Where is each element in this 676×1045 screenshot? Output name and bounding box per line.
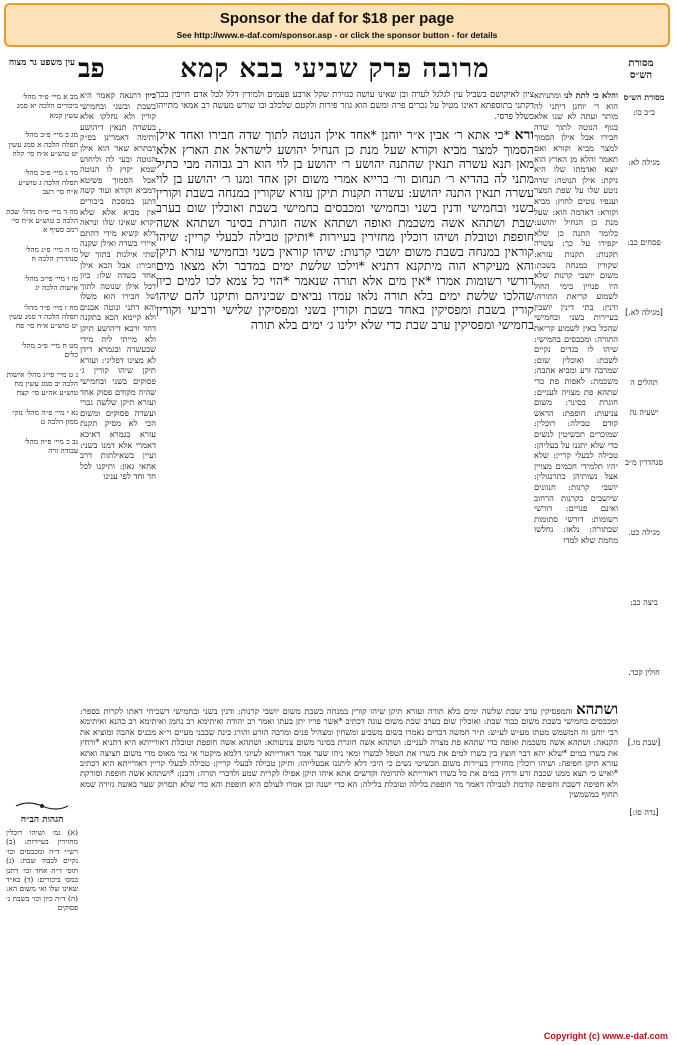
margin-note: מב א מיי׳ פ״ד מהל׳ ביכורים הלכה יא סמג עשין קמא: [16, 92, 78, 120]
margin-note: מד ג מיי׳ פ״ב מהל׳ תפלה הלכה ג טוש״ע א״ח סי׳ רעב: [18, 168, 78, 197]
margin-note: [נדה סו:]: [629, 808, 659, 817]
margin-note: חולין קכד.: [628, 668, 660, 677]
margin-note: [מגילה לא.]: [625, 308, 663, 317]
hagahot-text: (א) גמ׳ ושיהו רוכלין מחזירין בעיירות: (ב) רש״י ד״ה ומכבסים וכו׳ נקיים לכבוד שבת: (ג) תוס׳ ד״ה אחד וכו׳ דתנן במס׳ ביכורים: (ד) בא״ד שאינו שלו ואי משום הא: (ה) ד״ה כיון וכו׳ בשבת ג׳ פסוקים: [6, 828, 78, 913]
gemara-main-text: [156, 128, 534, 703]
margin-note: נא י מיי׳ פ״ה מהל׳ נזקי ממון הלכה ט: [12, 407, 78, 427]
sponsor-title[interactable]: Sponsor the daf for $18 per page: [219, 10, 455, 27]
margin-note: מסורת הש״ס: [623, 92, 665, 102]
gemara-first-word: ורא: [514, 128, 534, 143]
margin-note: מגילה לא:: [628, 158, 660, 167]
margin-note: [שבת מו.]: [627, 738, 661, 747]
page-header: [6, 52, 670, 90]
daf-number: פב: [78, 54, 105, 84]
bottom-text: והמפסיקין ערב שבת שלשה ימים בלא תורה ועזרא תיקן שיהו קורין במנחה בשבת משום יושבי קרנות: ודנין בשני ובחמישי דשכיחי דאתו לקרות בספר: ומכבסים בחמישי בשבת משום כבוד שבת: ואוכלין שום בערב שבת משום עונה דכתיב *אשר פריו יתן בעתו ואמר רב יהודה ואיתימא רב נחמן ואיתימא רב כהנא ואיתימא רבי יוחנן זה המשמש מטתו מע״ש לע״ש: ת״ר חמשה דברים נאמרו בשום משביע ומשחין ומצהיל פנים ומרבה הזרע והורג כינה שבבני מעיים וי״א מכניס אהבה ומוציא את הקנאה: ושתהא אשה משכמת ואופה כדי שתהא פת מצויה לעניים: ושתהא אשה חוגרת בסינר משום צניעותא: ושתהא אשה חופפת וטובלת דאורייתא היא דתניא *ורחץ את בשרו במים *שלא יהא דבר חוצץ בין בשרו למים את בשרו את הטפל לבשרו ומאי ניהו שער אמר דאורייתא לעיוני דלמא מיקטר אי נמי מאוס מדי משום חציצה ואתא עזרא תיקן חפיפה: ושיהו רוכלין מחזירין בעיירות משום תכשיטי נשים כי היכי דלא ליתגנו אבעלייהו: ותיקן טבילה לבעלי קריין: טבילה לבעלי קריין דאורייתא היא דכתיב *ואיש כי תצא ממנו שכבת זרע ורחץ במים את כל בשרו דאורייתא לתרומה וקדשים אתא איהו תיקן אפילו לקרית שמע ולדברי תורה: ורבנן: *ושתהא אשה חופפת וסורקת ולא חפיפה דשבת וחפיפה קודמת לטבילה דאמר מר חופפת בלילה וטובלת בלילה: הא כדי ישנה וכן אמרו לעולם היא חופפת והא כדי שלא תסרוק שער באשה גזירה שמא תחוף במשמשין: [80, 706, 618, 800]
rashi-commentary: [534, 90, 618, 703]
margin-note: סנהדרין מ״ב: [625, 458, 663, 467]
margin-note: מו ה מיי׳ פ״ג מהל׳ סנהדרין הלכה ח: [25, 244, 78, 264]
ein-mishpat-heading: עין משפט נר מצוה: [8, 58, 76, 68]
margin-note: מז ו מיי׳ פי״ב מהל׳ אישות הלכה יג: [24, 273, 78, 293]
tosafot-lead-word: כיון: [145, 90, 156, 100]
ornament-divider: [14, 800, 70, 812]
gemara-text: *כי אתא ר׳ אבין א״ר יוחנן *אחד אילן הנוטה לתוך שדה חבירו ואחד אילן הסמוך למצר מביא וקורא שעל מנת כן הנחיל יהושע לישראל את הארץ אלא מאן תנא עשרה תנאין שהתנה יהושע ר׳ יהושע בן לוי הוא רב גבוהה מבי כתיל מתני לה בהדיא ר׳ תנחום ור׳ ברייא אמרי משום זקן אחד ומנו ר׳ יהושע בן לוי עשרה תנאין התנה יהושע: עשרה תקנות תיקן עזרא שקורין במנחה בשבת וקורין בשני ובחמישי ודנין בשני ובחמישי ומכבסים בחמישי בשבת ואוכלין שום בערב שבת ושתהא אשה משכמת ואופה ושתהא אשה חוגרת בסינר ושתהא אשה חופפת וטובלת ושיהו רוכלין מחזירין בעיירות *ותיקן טבילה לבעלי קריין: שיהו קוראין במנחה בשבת משום יושבי קרנות: שיהו קוראין בשני ובחמישי עזרא תיקן והא מעיקרא הוה מיתקנא דתניא *וילכו שלשת ימים במדבר ולא מצאו מים דורשי רשומות אמרו *אין מים אלא תורה שנאמר *הוי כל צמא לכו למים כיון שהלכו שלשת ימים בלא תורה נלאו עמדו נביאים שביניהם ותיקנו להם שיהו קורין בשבת ומפסיקין באחד בשבת וקורין בשני ומפסיקין שלישי ורביעי וקורין בחמישי ומפסיקין ערב שבת כדי שלא ילינו ג׳ ימים בלא תורה: [156, 128, 534, 332]
center-top-paragraph: ציון לאיקושם בשביל עין לגלגל לערה ובן שאינו עושה כגזירת שקל ארבע פעמים ולמידין דלל לכל אדם חייבין בכך דקתני בתוספתא דאינו מטיל על נכרים פרה ומשם הוא גוזר פירות ולקטם שלכלב ובו שורש מעשה רב אמאי מתייהו כשלל פרסי.: [156, 90, 534, 122]
sponsor-banner[interactable]: [4, 3, 670, 47]
margin-note: נב כ מיי׳ פ״ה מהל׳ עבודה זרה: [24, 436, 78, 455]
margin-note: מט ח מיי׳ פ״ב מהל׳ כלים: [21, 340, 78, 360]
hagahot-habach: [6, 828, 78, 968]
bottom-commentary: [80, 704, 618, 1037]
tosafot-text: דתנאה קאמר היא בשבת ובשני ובחמישי קורין ולא נחלקו אלא בעשרה תנאין דיהושע ותימה דאמרינן בפ״ק דבתרא שאר הוא אילן הנוטה ובעי לה וליחוש שמא יקוץ לו הנוטה אבל הסמוך פשיטא דמביא וקורא ועוד קשה דתנן במסכת ביכורים אין מביא אלא שלא יקרא שאינו שלו ונראה דלא קשיא מידי דהתם איירי בשדה ואילן שקנה שתי אילנות בתוך של חבירו: אבל הכא אילן אחד בשדה שלו: כיון דכל אילן שנוטה לתוך של חבירו הוא משלו והא דתני ונוטה אבנים ולא קיימא הכא בתקנה דחד ורבא דיהושע תיקן ולא מייתי ליה מידי שבעשרה ובגמרא דידן לא מצינו דפליגי: ועזרא תיקן שיהו קורין ג׳ פסוקים בשני ובחמישי שהיה מקודם פסוק אחד ועזרא תיקן שלשה גברי ועשרה פסוקים ומשום הכי לא מסיק תקנת עזרא בגמרא דאיכא דאמרי אלא דמנו בשני: ועיין בשאילתות דרב אחאי גאון: ותיקנו לכל חד וחד לפי ענינו: [80, 90, 156, 482]
mesoret-hashas-heading: מסורת הש״ס: [628, 58, 654, 81]
margin-note: ביצה כב:: [630, 598, 658, 607]
rashi-text: ומתניתא הוא ר׳ יוחנן דיתני לה מותר ועתה לא שנו אלא בגוף הנוטה לתוך שדה חבירו אבל אילן הסמוך למצר מביא וקורא ואם תאמר והלא מן הארץ הוא יוצא ואדמתו שלו היא ניקת: אילן הנוטה: שדה ניטע שלו על שפת המצר וענפיו נוטים לחוץ: מביא וקורא: דאדמה הוא: שעל מנת כן הנחיל יהושע: כלומר התנה כן שלא יקפידו על כך: עשרה תקנות: תקנות עזרא: שקורין במנחה בשבת: משום יושבי קרנות שלא היו פנויין בימי החול לשמוע קריאת התורה: ודנין: בתי דינין יושבין בעיירות בשני ובחמישי שהכל באין לשמוע קריאת התורה: ומכבסים בחמישי: שיהו לו בגדים נקיים לשבת: ואוכלין שום: שמרבה זרע ומביא אהבה: משכמת: לאפות פת כדי שתהא פת מצויה לעניים: חוגרת בסינר: משום צניעות: חופפת: הראש קודם טבילה: רוכלין: שמוכרים תכשיטין לנשים כדי שלא יתגנו על בעליהן: טבילה לבעלי קריין: שלא יהיו תלמידי חכמים מצויין אצל נשותיהן כתרנגולין: יושבי קרנות: חנוונים שיושבים בקרנות הרחוב ואינם פנויים: דורשי רשומות: דורשי סתומות שבתורה: נלאו: נחלשו מחמת שלא למדו: [534, 90, 618, 545]
center-top-text: [156, 90, 534, 126]
bottom-first-word: ושתהא: [576, 704, 618, 718]
margin-note: נ ט מיי׳ פי״ג מהל׳ אישות הלכה יב סמג עשין מח טוש״ע אה״ע סי׳ קצח: [6, 369, 78, 398]
sponsor-subtitle[interactable]: See http://www.e-daf.com/sponsor.asp - or click the sponsor button - for details: [176, 30, 498, 40]
copyright-notice[interactable]: Copyright (c) www.e-daf.com: [543, 1031, 668, 1041]
margin-note: מח ז מיי׳ פ״ד מהל׳ תפלה הלכה ד סמג עשין יט טוש״ע א״ח סי׳ פח: [9, 302, 78, 331]
margin-note: ב״ב כו:: [633, 108, 655, 117]
tosafot-commentary: [80, 90, 156, 703]
hagahot-habach-heading: הגהות הב״ח: [20, 815, 64, 825]
margin-note: פסחים כב:: [627, 238, 661, 247]
page-title: מרובה פרק שביעי בבא קמא: [180, 54, 490, 84]
margin-note: תהלים ה: [630, 378, 658, 387]
margin-note: ישעיה נה: [629, 408, 659, 417]
talmud-page: [6, 52, 670, 1037]
margin-note: מג ב מיי׳ פ״ב מהל׳ תפלה הלכה א סמג עשין יט טוש״ע א״ח סי׳ קלה: [8, 130, 78, 159]
mesoret-margin: [618, 92, 670, 1032]
margin-note: מה ד מיי׳ פ״ה מהל׳ שבת הלכה ב טוש״ע א״ח סי׳ רמב סעיף א: [6, 206, 78, 235]
margin-note: מגילה כט.: [628, 528, 660, 537]
rashi-lead-word: והלא כי לתת לנו: [563, 90, 618, 100]
